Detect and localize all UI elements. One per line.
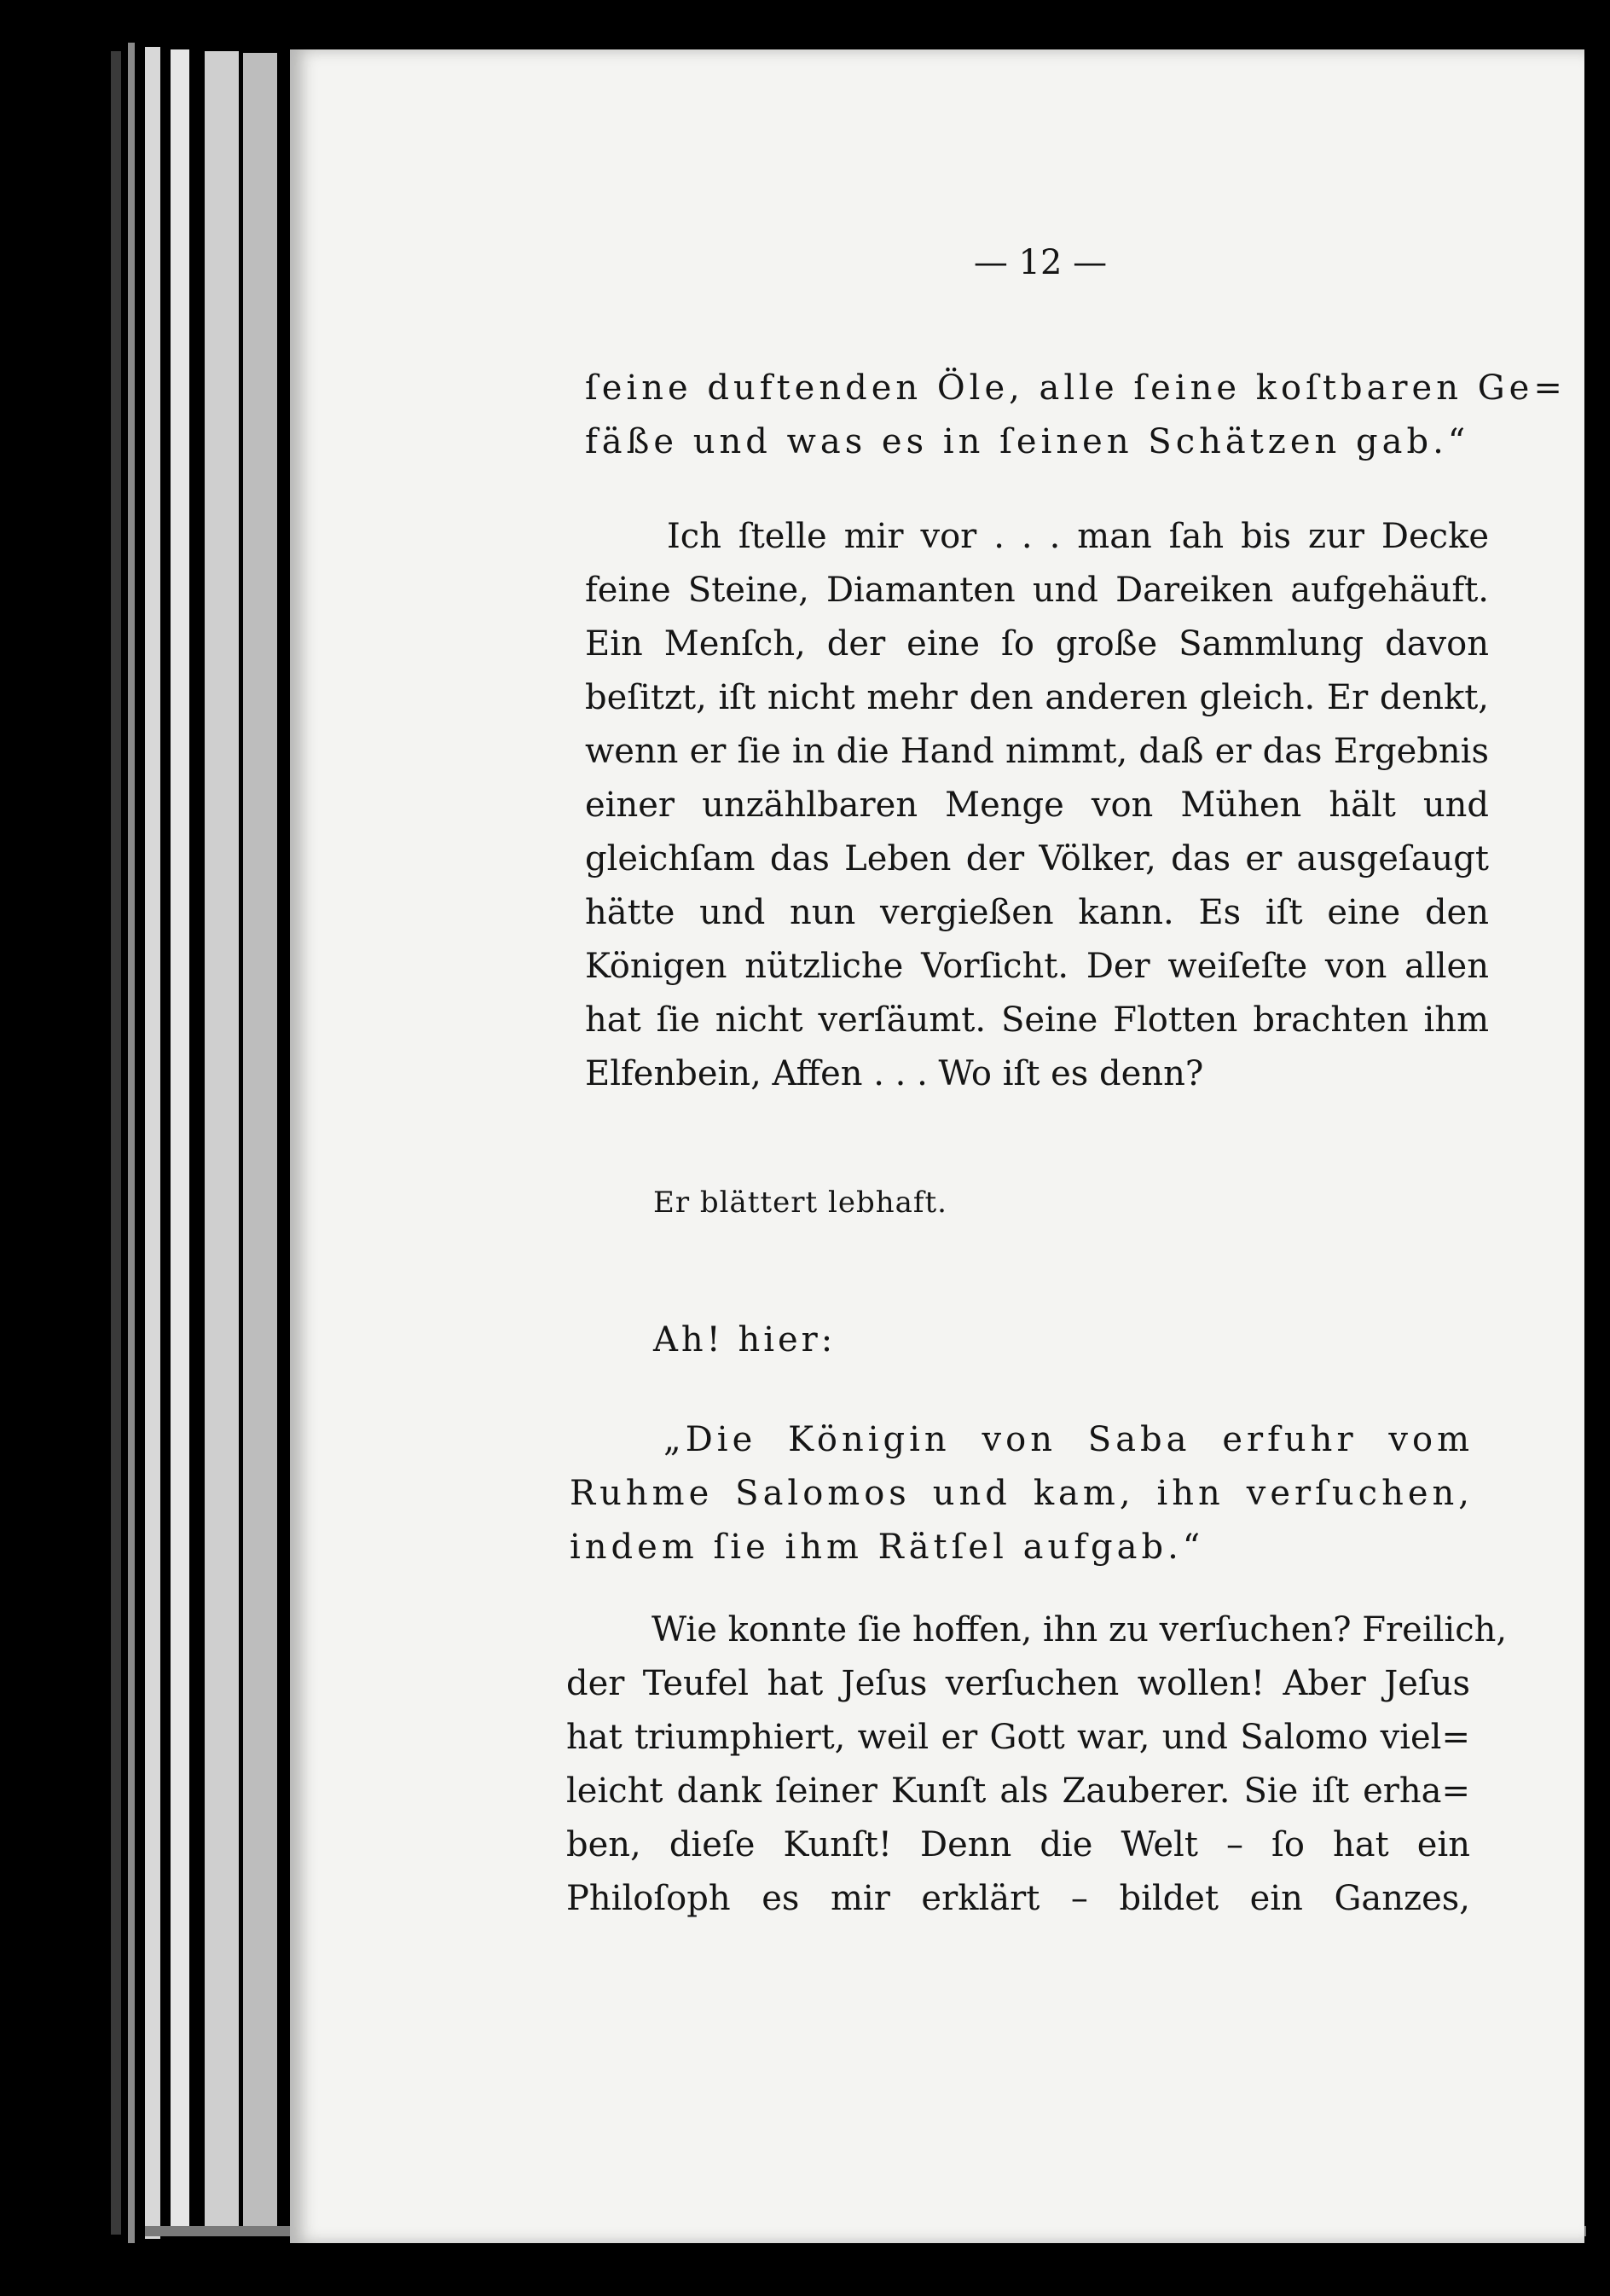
text-line: „Die Königin von Saba erfuhr vom bbox=[663, 1420, 1474, 1459]
text-line: Wie konnte ſie hoffen, ihn zu verſuchen? Freilich, bbox=[652, 1610, 1508, 1650]
text-line: Ein Menſch, der eine ſo große Sammlung davon bbox=[585, 624, 1489, 664]
text-line: der Teufel hat Jeſus verſuchen wollen! Aber Jeſus bbox=[566, 1664, 1470, 1703]
text-line: hätte und nun vergießen kann. Es iſt eine den bbox=[585, 893, 1489, 932]
text-line: einer unzählbaren Menge von Mühen hält und bbox=[585, 786, 1489, 825]
stage-direction: Er blättert lebhaft. bbox=[653, 1186, 947, 1220]
quotation bbox=[570, 1413, 1474, 1574]
text-line: hat triumphiert, weil er Gott war, und Salomo viel= bbox=[566, 1718, 1470, 1757]
paragraph-1 bbox=[585, 362, 1567, 469]
text-line: Ich ſtelle mir vor . . . man ſah bis zur Decke bbox=[667, 517, 1489, 556]
text-line: leicht dank ſeiner Kunſt als Zauberer. Sie iſt erha= bbox=[566, 1771, 1470, 1811]
text-line: ben, dieſe Kunſt! Denn die Welt – ſo hat ein bbox=[566, 1825, 1470, 1864]
text-line: feine Steine, Diamanten und Dareiken aufgehäuft. bbox=[585, 571, 1489, 610]
book-edge-light bbox=[243, 53, 277, 2232]
book-edge-dark bbox=[111, 51, 121, 2235]
page-number: — 12 — bbox=[973, 243, 1108, 282]
book-edge-light bbox=[171, 49, 189, 2233]
paragraph-2 bbox=[585, 510, 1489, 1101]
paragraph-5 bbox=[566, 1603, 1508, 1926]
book-edge-light bbox=[128, 43, 135, 2243]
text-line: ſeine duftenden Öle, alle ſeine koſtbaren Ge= bbox=[585, 368, 1567, 408]
paragraph-3 bbox=[653, 1313, 836, 1367]
text-line: hat ſie nicht verſäumt. Seine Flotten brachten ihm bbox=[585, 1000, 1489, 1040]
text-line: indem ſie ihm Rätſel aufgab.“ bbox=[570, 1528, 1205, 1567]
text-line: Ruhme Salomos und kam, ihn verſuchen, bbox=[570, 1474, 1474, 1513]
text-line: gleichſam das Leben der Völker, das er ausgeſaugt bbox=[585, 839, 1489, 878]
text-line: wenn er ſie in die Hand nimmt, daß er das Ergebnis bbox=[585, 732, 1489, 771]
text-line: Elfenbein, Affen . . . Wo iſt es denn? bbox=[585, 1054, 1204, 1093]
book-edge-light bbox=[145, 47, 160, 2239]
text-line: Ah! hier: bbox=[653, 1320, 837, 1360]
text-line: fäße und was es in ſeinen Schätzen gab.“ bbox=[585, 422, 1470, 461]
text-line: Philoſoph es mir erklärt – bildet ein Ganzes, bbox=[566, 1879, 1470, 1918]
book-edge-light bbox=[205, 51, 239, 2235]
text-line: beſitzt, iſt nicht mehr den anderen gleich. Er denkt, bbox=[585, 678, 1489, 717]
text-line: Königen nützliche Vorſicht. Der weiſeſte von allen bbox=[585, 947, 1489, 986]
